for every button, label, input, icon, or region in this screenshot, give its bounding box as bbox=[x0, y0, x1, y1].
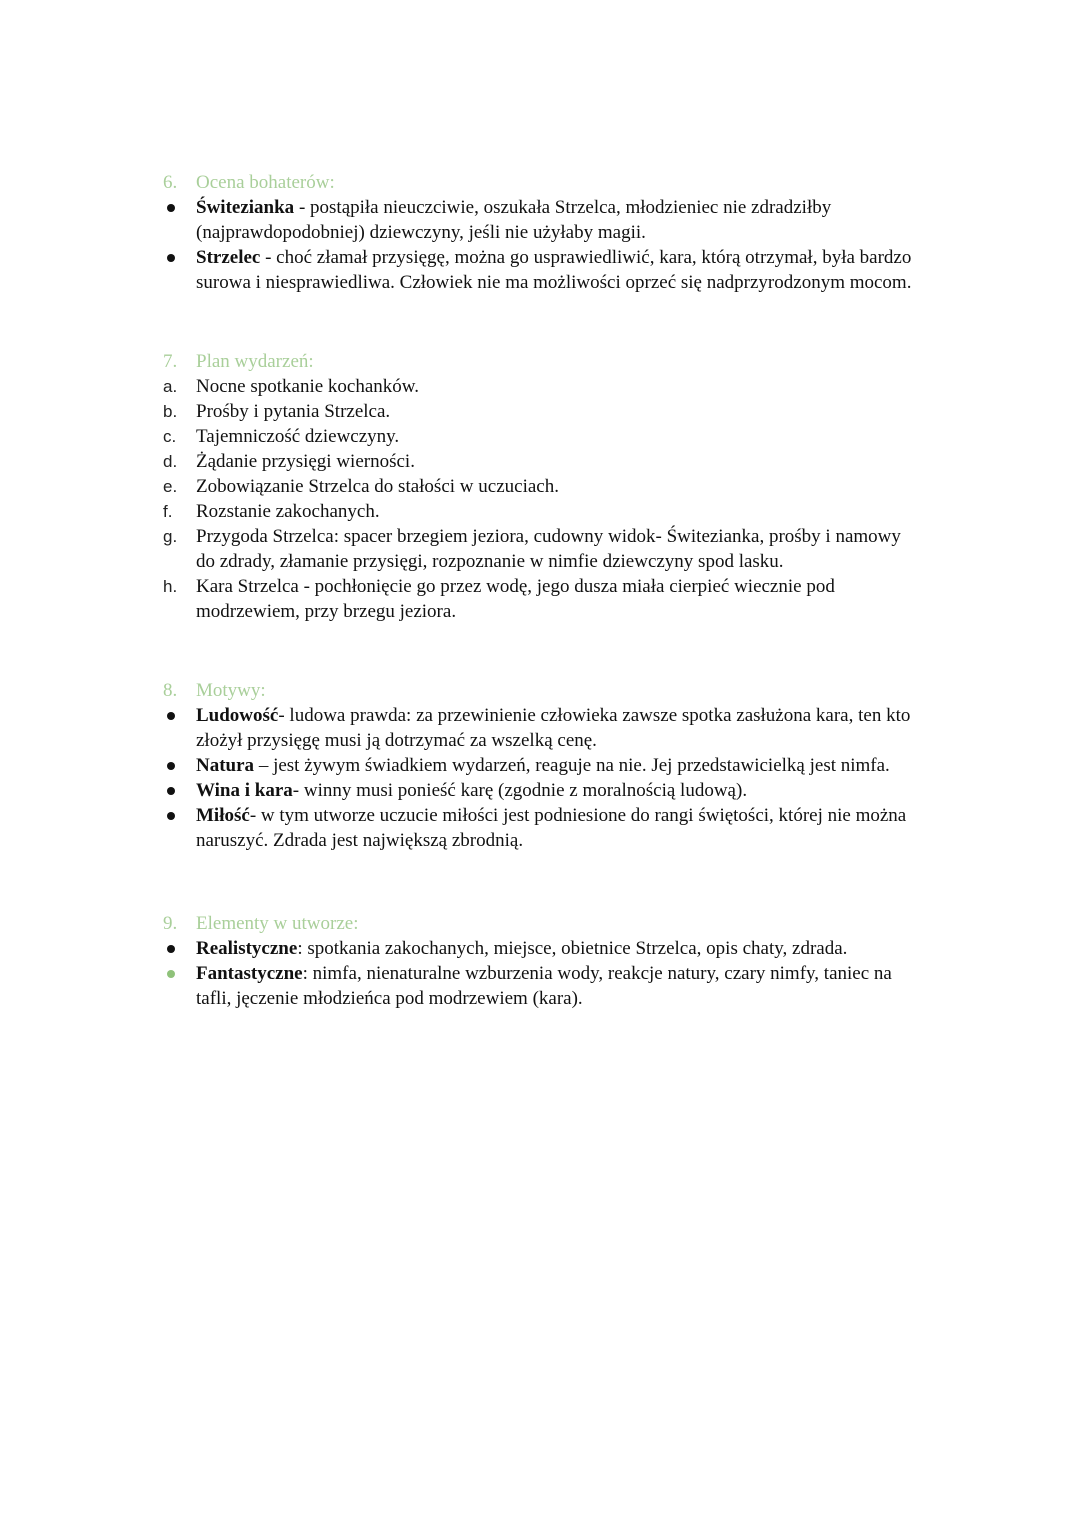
list-item bbox=[0, 961, 1080, 986]
term: Miłość bbox=[196, 805, 250, 826]
section-heading bbox=[0, 349, 1080, 374]
list-item bbox=[0, 245, 1080, 270]
bullet-icon bbox=[167, 762, 175, 770]
item-text: Zobowiązanie Strzelca do stałości w uczuciach. bbox=[196, 476, 559, 497]
list-item-continuation bbox=[0, 599, 1080, 624]
item-text: Kara Strzelca - pochłonięcie go przez wodę, jego dusza miała cierpieć wiecznie pod bbox=[196, 576, 835, 597]
term: Strzelec bbox=[196, 247, 261, 268]
list-item-continuation bbox=[0, 220, 1080, 245]
term: Wina i kara bbox=[196, 780, 293, 801]
list-marker: e. bbox=[163, 477, 178, 496]
item-text: Rozstanie zakochanych. bbox=[196, 501, 380, 522]
list-item bbox=[0, 574, 1080, 599]
list-item-continuation bbox=[0, 828, 1080, 853]
list-item bbox=[0, 374, 1080, 399]
bullet-icon bbox=[167, 945, 175, 953]
item-text: (najprawdopodobniej) dziewczyny, jeśli nie użyłaby magii. bbox=[196, 222, 646, 243]
item-text: Nocne spotkanie kochanków. bbox=[196, 376, 420, 397]
list-item bbox=[0, 703, 1080, 728]
list-item-continuation bbox=[0, 728, 1080, 753]
list-item bbox=[0, 803, 1080, 828]
list-marker: b. bbox=[163, 402, 178, 421]
item-text: naruszyć. Zdrada jest największą zbrodnią. bbox=[196, 830, 524, 851]
list-marker: f. bbox=[163, 502, 173, 521]
bullet-icon bbox=[167, 970, 175, 978]
item-text: modrzewiem, przy brzegu jeziora. bbox=[196, 601, 457, 622]
bullet-icon bbox=[167, 812, 175, 820]
list-item bbox=[0, 424, 1080, 449]
section-title: Ocena bohaterów: bbox=[196, 172, 335, 193]
item-text: do zdrady, złamanie przysięgi, rozpoznanie w nimfie dziewczyny spod lasku. bbox=[196, 551, 784, 572]
item-text: - choć złamał przysięgę, można go usprawiedliwić, kara, którą otrzymał, była bardzo bbox=[260, 247, 912, 268]
item-text: Tajemniczość dziewczyny. bbox=[196, 426, 400, 447]
bullet-icon bbox=[167, 712, 175, 720]
section-heading bbox=[0, 678, 1080, 703]
list-item bbox=[0, 936, 1080, 961]
list-item bbox=[0, 449, 1080, 474]
item-text: Prośby i pytania Strzelca. bbox=[196, 401, 391, 422]
item-text: - postąpiła nieuczciwie, oszukała Strzelca, młodzieniec nie zdradziłby bbox=[294, 197, 832, 218]
item-text: – jest żywym świadkiem wydarzeń, reaguje na nie. Jej przedstawicielką jest nimfa. bbox=[254, 755, 890, 776]
section-heading bbox=[0, 170, 1080, 195]
bullet-icon bbox=[167, 787, 175, 795]
section-elementy-w-utworze bbox=[0, 911, 1080, 1011]
list-item bbox=[0, 753, 1080, 778]
list-item-continuation bbox=[0, 986, 1080, 1011]
section-heading bbox=[0, 911, 1080, 936]
item-text: Przygoda Strzelca: spacer brzegiem jeziora, cudowny widok- Świtezianka, prośby i namowy bbox=[196, 526, 901, 547]
section-plan-wydarzen bbox=[0, 349, 1080, 624]
bullet-icon bbox=[167, 254, 175, 262]
item-text: : nimfa, nienaturalne wzburzenia wody, reakcje natury, czary nimfy, taniec na bbox=[302, 963, 892, 984]
list-item bbox=[0, 778, 1080, 803]
list-item-continuation bbox=[0, 270, 1080, 295]
item-text: złożył przysięgę musi ją dotrzymać za wszelką cenę. bbox=[196, 730, 597, 751]
section-title: Elementy w utworze: bbox=[196, 913, 359, 934]
section-title: Plan wydarzeń: bbox=[196, 351, 314, 372]
item-text: : spotkania zakochanych, miejsce, obietnice Strzelca, opis chaty, zdrada. bbox=[297, 938, 848, 959]
list-marker: d. bbox=[163, 452, 178, 471]
term: Fantastyczne bbox=[196, 963, 303, 984]
list-marker: g. bbox=[163, 527, 178, 546]
list-item bbox=[0, 499, 1080, 524]
bullet-icon bbox=[167, 204, 175, 212]
list-marker: a. bbox=[163, 377, 178, 396]
section-motywy bbox=[0, 678, 1080, 853]
list-item bbox=[0, 524, 1080, 549]
item-text: Żądanie przysięgi wierności. bbox=[196, 451, 415, 472]
section-number: 6. bbox=[163, 172, 178, 193]
term: Natura bbox=[196, 755, 255, 776]
term: Realistyczne bbox=[196, 938, 298, 959]
list-marker: h. bbox=[163, 577, 178, 596]
item-text: - w tym utworze uczucie miłości jest podniesione do rangi świętości, której nie można bbox=[249, 805, 907, 826]
item-text: - winny musi ponieść karę (zgodnie z moralnością ludową). bbox=[292, 780, 748, 801]
term: Ludowość bbox=[196, 705, 279, 726]
list-item bbox=[0, 474, 1080, 499]
list-marker: c. bbox=[163, 427, 177, 446]
item-text: surowa i niesprawiedliwa. Człowiek nie ma możliwości oprzeć się nadprzyrodzonym mocom. bbox=[196, 272, 912, 293]
item-text: tafli, jęczenie młodzieńca pod modrzewiem (kara). bbox=[196, 988, 583, 1009]
item-text: - ludowa prawda: za przewinienie człowieka zawsze spotka zasłużona kara, ten kto bbox=[278, 705, 911, 726]
section-ocena-bohaterow bbox=[0, 170, 1080, 295]
list-item-continuation bbox=[0, 549, 1080, 574]
section-number: 7. bbox=[163, 351, 178, 372]
section-number: 9. bbox=[163, 913, 178, 934]
section-number: 8. bbox=[163, 680, 178, 701]
list-item bbox=[0, 399, 1080, 424]
section-title: Motywy: bbox=[196, 680, 266, 701]
term: Świtezianka bbox=[196, 197, 295, 218]
list-item bbox=[0, 195, 1080, 220]
